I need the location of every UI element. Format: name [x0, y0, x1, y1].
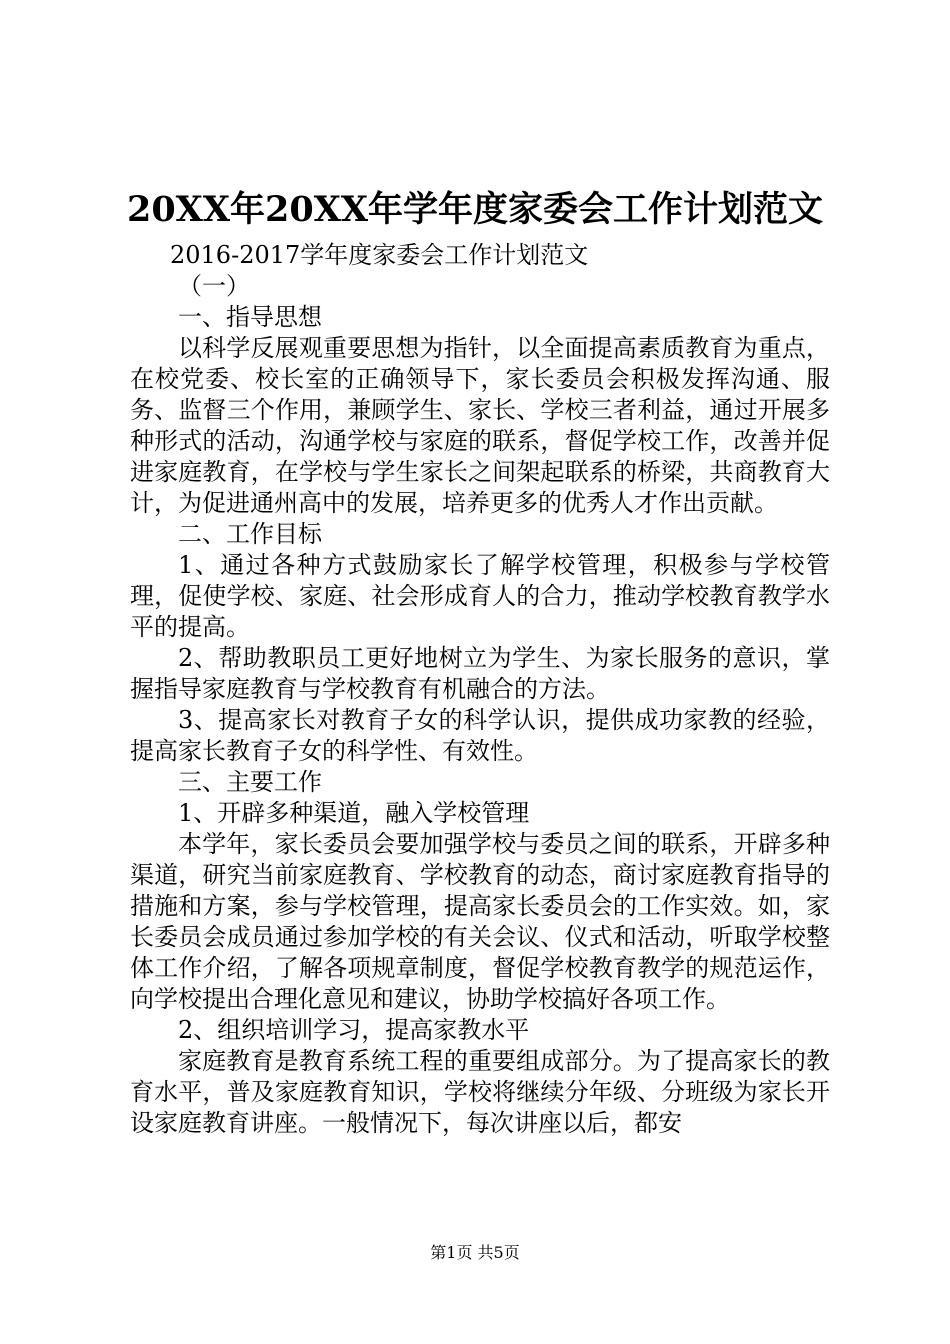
- document-subtitle: 2016-2017学年度家委会工作计划范文: [170, 241, 589, 269]
- paragraph-goal-3: 3、提高家长对教育子女的科学认识，提供成功家教的经验，提高家长教育子女的科学性、有效性。: [130, 706, 830, 765]
- section-marker: （一）: [178, 272, 250, 300]
- subheading-work-2: 2、组织培训学习，提高家教水平: [178, 1016, 530, 1044]
- document-body: [130, 240, 830, 1139]
- paragraph-goal-1: 1、通过各种方式鼓励家长了解学校管理，积极参与学校管理，促使学校、家庭、社会形成育人的合力，推动学校教育教学水平的提高。: [130, 551, 830, 641]
- section-heading-work-goals: 二、工作目标: [178, 520, 322, 548]
- paragraph-work-1: 本学年，家长委员会要加强学校与委员之间的联系，开辟多种渠道，研究当前家庭教育、学校教育的动态，商讨家庭教育指导的措施和方案，参与学校管理，提高家长委员会的工作实效。如，家长委员会成员通过参加学校的有关会议、仪式和活动，听取学校整体工作介绍，了解各项规章制度，督促学校教育教学的规范运作，向学校提出合理化意见和建议，协助学校搞好各项工作。: [130, 830, 830, 1013]
- section-heading-main-work: 三、主要工作: [178, 768, 322, 796]
- subheading-work-1: 1、开辟多种渠道，融入学校管理: [178, 799, 530, 827]
- paragraph-guiding-ideology: 以科学反展观重要思想为指针，以全面提高素质教育为重点，在校党委、校长室的正确领导下，家长委员会积极发挥沟通、服务、监督三个作用，兼顾学生、家长、学校三者利益，通过开展多种形式的活动，沟通学校与家庭的联系，督促学校工作，改善并促进家庭教育，在学校与学生家长之间架起联系的桥梁，共商教育大计，为促进通州高中的发展，培养更多的优秀人才作出贡献。: [130, 334, 830, 517]
- paragraph-work-2: 家庭教育是教育系统工程的重要组成部分。为了提高家长的教育水平，普及家庭教育知识，学校将继续分年级、分班级为家长开设家庭教育讲座。一般情况下，每次讲座以后，都安: [130, 1047, 830, 1137]
- page-number-footer: 第1页 共5页: [430, 1243, 520, 1262]
- paragraph-goal-2: 2、帮助教职员工更好地树立为学生、为家长服务的意识，掌握指导家庭教育与学校教育有机融合的方法。: [130, 644, 830, 703]
- section-heading-guiding-ideology: 一、指导思想: [178, 303, 322, 331]
- document-title: 20XX年20XX年学年度家委会工作计划范文: [126, 189, 824, 230]
